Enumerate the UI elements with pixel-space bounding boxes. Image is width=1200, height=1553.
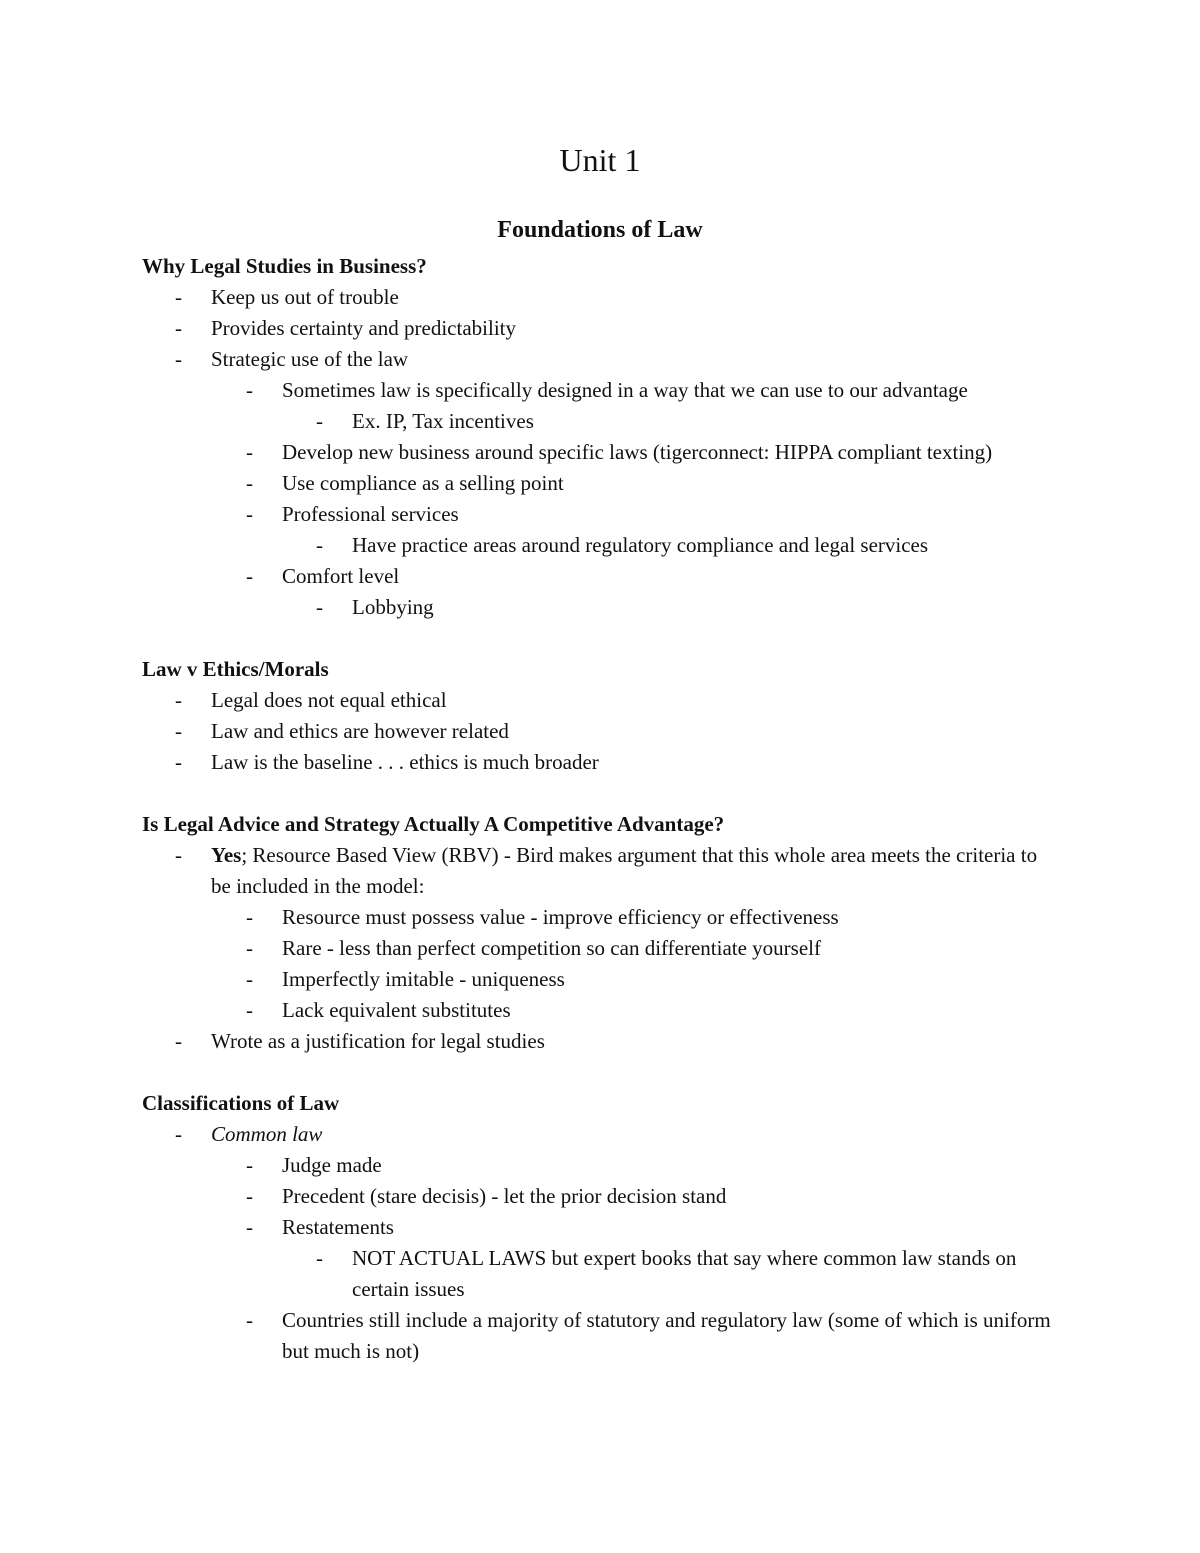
bullet-dash: - (246, 1184, 253, 1208)
bullet-dash: - (175, 285, 182, 309)
bullet-dash: - (246, 967, 253, 991)
bullet-dash: - (175, 688, 182, 712)
bullet-dash: - (175, 719, 182, 743)
list-item: - Precedent (stare decisis) - let the prior decision stand (142, 1181, 1062, 1212)
document-title: Foundations of Law (497, 217, 703, 243)
list-item: - Law and ethics are however related (142, 716, 1062, 747)
spacer (142, 778, 1062, 809)
list-item: - Professional services (142, 499, 1062, 530)
bullet-dash: - (316, 409, 323, 433)
list-item: - Comfort level (142, 561, 1062, 592)
list-item: - Ex. IP, Tax incentives (142, 406, 1062, 437)
section-competitive-advantage (142, 809, 1062, 1057)
bullet-dash: - (175, 843, 182, 867)
spacer (142, 1057, 1062, 1088)
list-item: - Develop new business around specific laws (tigerconnect: HIPPA compliant texting) (142, 437, 1062, 468)
list-item: - Restatements (142, 1212, 1062, 1243)
list-item: - Judge made (142, 1150, 1062, 1181)
bullet-dash: - (246, 378, 253, 402)
section-heading: Is Legal Advice and Strategy Actually A Competitive Advantage? (142, 812, 725, 836)
list-item: - Strategic use of the law (142, 344, 1062, 375)
bullet-dash: - (175, 347, 182, 371)
bullet-dash: - (175, 750, 182, 774)
list-item: - Keep us out of trouble (142, 282, 1062, 313)
unit-title: Unit 1 (559, 142, 641, 178)
list-item: - Sometimes law is specifically designed in a way that we can use to our advantage (142, 375, 1062, 406)
list-item: - Yes; Resource Based View (RBV) - Bird makes argument that this whole area meets the criteria to be included in the model: (142, 840, 1062, 902)
section-heading: Law v Ethics/Morals (142, 657, 329, 681)
bullet-dash: - (246, 471, 253, 495)
list-item: - Lobbying (142, 592, 1062, 623)
list-item: - NOT ACTUAL LAWS but expert books that say where common law stands on certain issues (142, 1243, 1062, 1305)
list-item: - Wrote as a justification for legal studies (142, 1026, 1062, 1057)
list-item: - Have practice areas around regulatory compliance and legal services (142, 530, 1062, 561)
notes-content (142, 251, 1062, 1367)
section-why-legal-studies (142, 251, 1062, 623)
list-item: - Law is the baseline . . . ethics is much broader (142, 747, 1062, 778)
bullet-dash: - (316, 533, 323, 557)
bullet-dash: - (246, 502, 253, 526)
bullet-dash: - (246, 905, 253, 929)
bullet-dash: - (246, 564, 253, 588)
bullet-dash: - (316, 1246, 323, 1270)
list-item: - Countries still include a majority of statutory and regulatory law (some of which is uniform but much is not) (142, 1305, 1062, 1367)
section-heading: Classifications of Law (142, 1091, 340, 1115)
bullet-dash: - (175, 316, 182, 340)
section-classifications-of-law (142, 1088, 1062, 1367)
bullet-dash: - (246, 936, 253, 960)
bullet-dash: - (246, 440, 253, 464)
list-item: - Imperfectly imitable - uniqueness (142, 964, 1062, 995)
spacer (142, 623, 1062, 654)
section-law-vs-ethics (142, 654, 1062, 778)
list-item: - Legal does not equal ethical (142, 685, 1062, 716)
bullet-dash: - (175, 1122, 182, 1146)
bullet-dash: - (175, 1029, 182, 1053)
bullet-dash: - (246, 1308, 253, 1332)
section-heading: Why Legal Studies in Business? (142, 254, 427, 278)
list-item: - Resource must possess value - improve efficiency or effectiveness (142, 902, 1062, 933)
bullet-dash: - (246, 1215, 253, 1239)
list-item: - Provides certainty and predictability (142, 313, 1062, 344)
list-item: - Common law (142, 1119, 1062, 1150)
bullet-dash: - (246, 1153, 253, 1177)
bullet-dash: - (316, 595, 323, 619)
yes-emphasis: Yes (211, 843, 242, 867)
list-item: - Rare - less than perfect competition so can differentiate yourself (142, 933, 1062, 964)
bullet-dash: - (246, 998, 253, 1022)
list-item: - Lack equivalent substitutes (142, 995, 1062, 1026)
list-item: - Use compliance as a selling point (142, 468, 1062, 499)
